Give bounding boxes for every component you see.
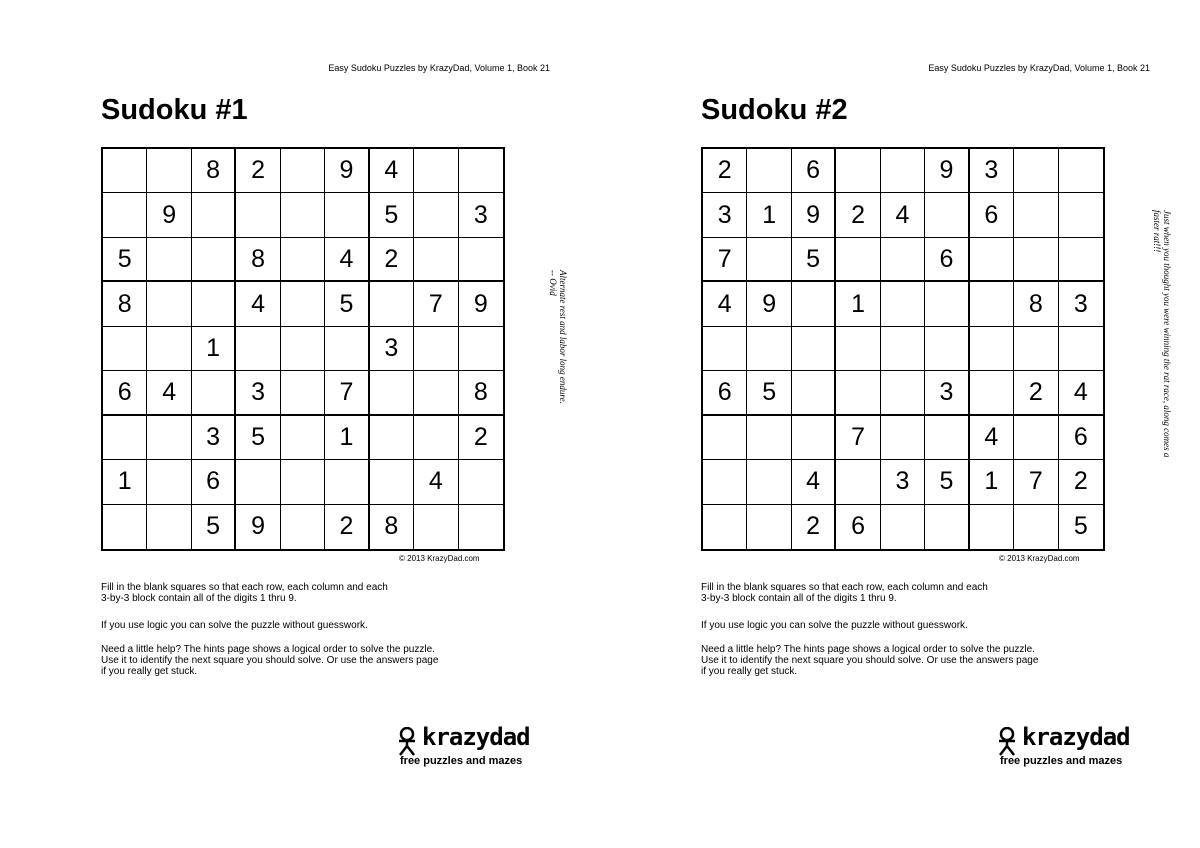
sudoku-cell[interactable]	[703, 327, 747, 371]
sudoku-cell[interactable]: 2	[1059, 460, 1103, 504]
sudoku-cell[interactable]	[836, 238, 880, 282]
sudoku-cell[interactable]: 9	[325, 149, 369, 193]
sudoku-cell[interactable]: 9	[459, 282, 503, 326]
logo-tagline: free puzzles and mazes	[400, 755, 523, 767]
sudoku-cell[interactable]	[703, 416, 747, 460]
sudoku-cell[interactable]: 3	[703, 193, 747, 237]
sudoku-cell[interactable]	[103, 505, 147, 549]
sudoku-cell[interactable]	[325, 327, 369, 371]
copyright-notice: © 2013 KrazyDad.com	[999, 554, 1080, 563]
sudoku-cell[interactable]	[792, 327, 836, 371]
logo-wordmark: krazydad	[1022, 723, 1130, 751]
sudoku-cell[interactable]	[192, 282, 236, 326]
instructions-rules: Fill in the blank squares so that each row, each column and each 3-by-3 block contain all of the digits 1 thru 9.	[101, 582, 388, 604]
sudoku-cell[interactable]	[1014, 327, 1058, 371]
sudoku-cell[interactable]	[459, 238, 503, 282]
sudoku-cell[interactable]: 8	[236, 238, 280, 282]
sudoku-cell[interactable]	[881, 371, 925, 415]
krazydad-mascot-icon	[396, 727, 418, 757]
sudoku-cell[interactable]	[970, 327, 1014, 371]
sudoku-cell[interactable]	[281, 193, 325, 237]
sudoku-cell[interactable]	[792, 371, 836, 415]
sudoku-cell[interactable]: 6	[970, 193, 1014, 237]
sudoku-cell[interactable]	[281, 149, 325, 193]
sudoku-cell[interactable]: 3	[1059, 282, 1103, 326]
sudoku-cell[interactable]: 4	[792, 460, 836, 504]
sudoku-cell[interactable]: 1	[103, 460, 147, 504]
sudoku-cell[interactable]: 1	[836, 282, 880, 326]
sudoku-cell[interactable]: 1	[325, 416, 369, 460]
sudoku-cell[interactable]	[703, 505, 747, 549]
sudoku-cell[interactable]: 3	[925, 371, 969, 415]
sudoku-cell[interactable]: 1	[747, 193, 791, 237]
sudoku-cell[interactable]: 5	[192, 505, 236, 549]
krazydad-logo	[396, 723, 556, 775]
krazydad-logo	[996, 723, 1156, 775]
sudoku-cell[interactable]: 4	[703, 282, 747, 326]
sudoku-cell[interactable]	[970, 371, 1014, 415]
sudoku-cell[interactable]	[836, 371, 880, 415]
sudoku-cell[interactable]	[970, 505, 1014, 549]
sudoku-cell[interactable]	[1014, 416, 1058, 460]
sudoku-cell[interactable]	[414, 371, 458, 415]
sudoku-cell[interactable]: 8	[1014, 282, 1058, 326]
sudoku-cell[interactable]	[747, 149, 791, 193]
sudoku-cell[interactable]	[925, 193, 969, 237]
sudoku-cell[interactable]: 5	[325, 282, 369, 326]
sudoku-cell[interactable]	[1014, 505, 1058, 549]
side-quote: Alternate rest and labor long endure. -- Ovid	[548, 270, 568, 404]
sudoku-cell[interactable]: 4	[1059, 371, 1103, 415]
sudoku-cell[interactable]: 5	[925, 460, 969, 504]
puzzle-page-2	[600, 0, 1200, 848]
sudoku-cell[interactable]: 2	[792, 505, 836, 549]
sudoku-cell[interactable]	[459, 327, 503, 371]
sudoku-cell[interactable]	[147, 460, 191, 504]
sudoku-cell[interactable]: 3	[459, 193, 503, 237]
book-header: Easy Sudoku Puzzles by KrazyDad, Volume 1, Book 21	[928, 63, 1150, 73]
sudoku-cell[interactable]	[836, 149, 880, 193]
sudoku-cell[interactable]	[281, 416, 325, 460]
sudoku-cell[interactable]	[459, 460, 503, 504]
sudoku-cell[interactable]	[192, 193, 236, 237]
sudoku-cell[interactable]: 1	[970, 460, 1014, 504]
sudoku-cell[interactable]: 9	[236, 505, 280, 549]
sudoku-cell[interactable]: 5	[747, 371, 791, 415]
sudoku-cell[interactable]	[103, 149, 147, 193]
sudoku-cell[interactable]: 5	[370, 193, 414, 237]
logo-tagline: free puzzles and mazes	[1000, 755, 1123, 767]
sudoku-cell[interactable]	[459, 149, 503, 193]
sudoku-cell[interactable]: 9	[925, 149, 969, 193]
sudoku-cell[interactable]	[414, 416, 458, 460]
sudoku-cell[interactable]: 6	[703, 371, 747, 415]
sudoku-cell[interactable]: 4	[414, 460, 458, 504]
copyright-notice: © 2013 KrazyDad.com	[399, 554, 480, 563]
sudoku-cell[interactable]	[1014, 149, 1058, 193]
sudoku-cell[interactable]	[147, 238, 191, 282]
page-title: Sudoku #2	[701, 94, 848, 126]
sudoku-cell[interactable]	[747, 327, 791, 371]
sudoku-cell[interactable]	[147, 282, 191, 326]
sudoku-cell[interactable]	[147, 505, 191, 549]
sudoku-grid	[101, 147, 505, 551]
sudoku-cell[interactable]	[881, 238, 925, 282]
sudoku-cell[interactable]: 3	[192, 416, 236, 460]
sudoku-cell[interactable]	[370, 371, 414, 415]
sudoku-cell[interactable]	[325, 460, 369, 504]
sudoku-cell[interactable]	[881, 282, 925, 326]
sudoku-cell[interactable]: 3	[881, 460, 925, 504]
sudoku-cell[interactable]: 6	[103, 371, 147, 415]
sudoku-cell[interactable]: 7	[703, 238, 747, 282]
sudoku-cell[interactable]: 7	[325, 371, 369, 415]
sudoku-cell[interactable]	[881, 416, 925, 460]
sudoku-cell[interactable]: 3	[236, 371, 280, 415]
sudoku-cell[interactable]	[414, 238, 458, 282]
sudoku-cell[interactable]	[370, 416, 414, 460]
sudoku-cell[interactable]	[103, 193, 147, 237]
sudoku-cell[interactable]	[836, 460, 880, 504]
sudoku-cell[interactable]	[103, 327, 147, 371]
sudoku-cell[interactable]	[1059, 327, 1103, 371]
sudoku-cell[interactable]: 6	[836, 505, 880, 549]
sudoku-cell[interactable]: 2	[836, 193, 880, 237]
sudoku-cell[interactable]	[970, 238, 1014, 282]
sudoku-cell[interactable]	[281, 327, 325, 371]
sudoku-cell[interactable]: 5	[792, 238, 836, 282]
sudoku-cell[interactable]	[281, 282, 325, 326]
sudoku-cell[interactable]	[925, 505, 969, 549]
sudoku-cell[interactable]: 8	[459, 371, 503, 415]
instructions-logic: If you use logic you can solve the puzzle without guesswork.	[101, 620, 368, 631]
sudoku-cell[interactable]: 9	[792, 193, 836, 237]
sudoku-cell[interactable]	[414, 327, 458, 371]
sudoku-cell[interactable]: 1	[192, 327, 236, 371]
sudoku-cell[interactable]	[370, 282, 414, 326]
sudoku-cell[interactable]: 6	[192, 460, 236, 504]
sudoku-cell[interactable]: 4	[236, 282, 280, 326]
sudoku-cell[interactable]: 7	[836, 416, 880, 460]
sudoku-cell[interactable]: 4	[370, 149, 414, 193]
sudoku-cell[interactable]: 9	[147, 193, 191, 237]
krazydad-mascot-icon	[996, 727, 1018, 757]
sudoku-cell[interactable]: 4	[970, 416, 1014, 460]
sudoku-cell[interactable]: 2	[703, 149, 747, 193]
sudoku-cell[interactable]	[147, 327, 191, 371]
sudoku-cell[interactable]	[1059, 238, 1103, 282]
sudoku-cell[interactable]: 6	[1059, 416, 1103, 460]
sudoku-cell[interactable]: 5	[1073, 512, 1088, 541]
sudoku-cell[interactable]	[747, 416, 791, 460]
sudoku-cell[interactable]: 7	[414, 282, 458, 326]
sudoku-cell[interactable]	[147, 416, 191, 460]
sudoku-cell[interactable]: 2	[370, 238, 414, 282]
sudoku-cell[interactable]	[236, 460, 280, 504]
sudoku-cell[interactable]	[103, 416, 147, 460]
sudoku-cell[interactable]	[1014, 193, 1058, 237]
sudoku-cell[interactable]: 2	[325, 505, 369, 549]
side-quote: Just when you thought you were winning the rat race, along comes a faster rat!!!	[1152, 210, 1172, 458]
sudoku-cell[interactable]: 7	[1014, 460, 1058, 504]
sudoku-cell[interactable]	[970, 282, 1014, 326]
sudoku-cell[interactable]	[925, 416, 969, 460]
sudoku-cell[interactable]	[925, 282, 969, 326]
sudoku-cell[interactable]: 5	[103, 238, 147, 282]
sudoku-cell[interactable]: 2	[236, 149, 280, 193]
sudoku-cell[interactable]: 4	[325, 238, 369, 282]
sudoku-cell[interactable]: 9	[747, 282, 791, 326]
sudoku-cell[interactable]	[747, 238, 791, 282]
sudoku-cell[interactable]	[325, 193, 369, 237]
sudoku-cell[interactable]: 2	[1014, 371, 1058, 415]
sudoku-cell[interactable]: 5	[236, 416, 280, 460]
sudoku-cell[interactable]: 4	[147, 371, 191, 415]
sudoku-cell[interactable]: 6	[925, 238, 969, 282]
sudoku-cell[interactable]	[414, 149, 458, 193]
sudoku-cell[interactable]	[192, 371, 236, 415]
sudoku-cell[interactable]	[1059, 149, 1103, 193]
sudoku-cell[interactable]	[881, 505, 925, 549]
sudoku-cell[interactable]	[925, 327, 969, 371]
book-header: Easy Sudoku Puzzles by KrazyDad, Volume 1, Book 21	[328, 63, 550, 73]
sudoku-cell[interactable]: 8	[370, 505, 414, 549]
sudoku-grid	[701, 147, 1105, 551]
sudoku-cell[interactable]: 3	[370, 327, 414, 371]
sudoku-cell[interactable]	[881, 327, 925, 371]
sudoku-cell[interactable]	[281, 505, 325, 549]
sudoku-cell[interactable]	[792, 416, 836, 460]
sudoku-cell[interactable]	[836, 327, 880, 371]
sudoku-cell[interactable]	[747, 460, 791, 504]
sudoku-cell[interactable]: 8	[103, 282, 147, 326]
sudoku-cell[interactable]	[236, 193, 280, 237]
instructions-help: Need a little help? The hints page shows a logical order to solve the puzzle. Use it to identify the next square you should solve. Or use the answers page if you really get stuck.	[701, 644, 1039, 677]
sudoku-cell[interactable]	[792, 282, 836, 326]
sudoku-cell[interactable]	[747, 505, 791, 549]
sudoku-cell[interactable]	[703, 460, 747, 504]
sudoku-cell[interactable]: 2	[459, 416, 503, 460]
page-title: Sudoku #1	[101, 94, 248, 126]
sudoku-cell[interactable]: 4	[881, 193, 925, 237]
sudoku-cell[interactable]: 3	[970, 149, 1014, 193]
sudoku-cell[interactable]	[459, 505, 503, 549]
sudoku-cell[interactable]	[236, 327, 280, 371]
sudoku-cell[interactable]: 8	[192, 149, 236, 193]
sudoku-cell[interactable]	[370, 460, 414, 504]
sudoku-cell[interactable]	[1014, 238, 1058, 282]
sudoku-cell[interactable]	[192, 238, 236, 282]
logo-wordmark: krazydad	[422, 723, 530, 751]
sudoku-cell[interactable]	[1059, 193, 1103, 237]
instructions-rules: Fill in the blank squares so that each row, each column and each 3-by-3 block contain all of the digits 1 thru 9.	[701, 582, 988, 604]
sudoku-cell[interactable]	[281, 460, 325, 504]
sudoku-cell[interactable]: 6	[792, 149, 836, 193]
instructions-help: Need a little help? The hints page shows a logical order to solve the puzzle. Use it to identify the next square you should solve. Or use the answers page if you really get stuck.	[101, 644, 439, 677]
sudoku-cell[interactable]	[881, 149, 925, 193]
sudoku-cell[interactable]	[147, 149, 191, 193]
instructions-logic: If you use logic you can solve the puzzle without guesswork.	[701, 620, 968, 631]
sudoku-cell[interactable]	[414, 193, 458, 237]
sudoku-cell[interactable]	[281, 238, 325, 282]
sudoku-cell[interactable]	[281, 371, 325, 415]
sudoku-cell[interactable]	[414, 505, 458, 549]
